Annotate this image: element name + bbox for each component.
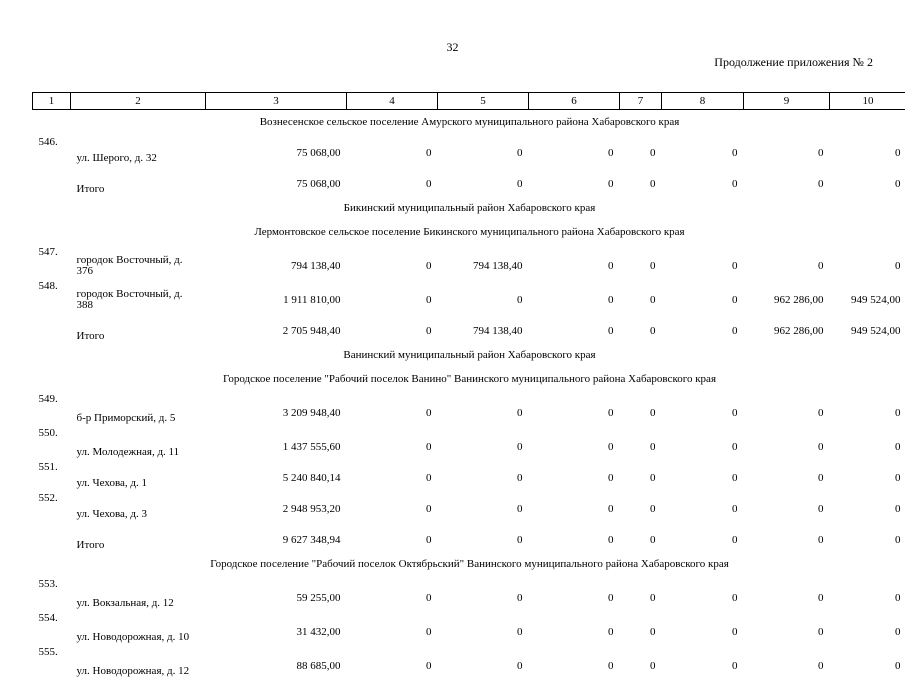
value-cell-col6: 0 (529, 576, 620, 610)
value-cell-col7: 0 (620, 490, 662, 521)
header-cell: 1 (33, 93, 71, 110)
value-cell-col6: 0 (529, 610, 620, 644)
row-number: 554. (33, 610, 71, 644)
value-cell-col5: 0 (438, 610, 529, 644)
value-cell-col3: 2 948 953,20 (206, 490, 347, 521)
value-cell-col3: 9 627 348,94 (206, 521, 347, 552)
row-number (33, 312, 71, 343)
value-cell-col6: 0 (529, 244, 620, 278)
page-number: 32 (0, 40, 905, 55)
value-cell-col7: 0 (620, 244, 662, 278)
table-row (33, 576, 905, 610)
address-cell: ул. Шерого, д. 32 (71, 134, 206, 165)
value-cell-col9: 0 (744, 134, 830, 165)
value-cell-col3: 1 911 810,00 (206, 278, 347, 312)
address-cell: ул. Чехова, д. 3 (71, 490, 206, 521)
value-cell-col4: 0 (347, 459, 438, 490)
value-cell-col3: 5 240 840,14 (206, 459, 347, 490)
total-row (33, 165, 905, 196)
value-cell-col3: 59 255,00 (206, 576, 347, 610)
section-title: Городское поселение "Рабочий поселок Октябрьский" Ванинского муниципального района Хабаровского края (33, 552, 905, 576)
value-cell-col8: 0 (662, 165, 744, 196)
address-cell: ул. Вокзальная, д. 12 (71, 576, 206, 610)
section-heading-row (33, 110, 905, 135)
row-number: 550. (33, 425, 71, 459)
value-cell-col3: 88 685,00 (206, 644, 347, 678)
address-cell: ул. Молодежная, д. 11 (71, 425, 206, 459)
row-number: 547. (33, 244, 71, 278)
table-body (33, 110, 905, 678)
section-heading-row (33, 552, 905, 576)
value-cell-col9: 0 (744, 165, 830, 196)
value-cell-col5: 0 (438, 391, 529, 425)
value-cell-col10: 949 524,00 (830, 278, 905, 312)
value-cell-col8: 0 (662, 391, 744, 425)
value-cell-col4: 0 (347, 165, 438, 196)
value-cell-col8: 0 (662, 490, 744, 521)
value-cell-col10: 0 (830, 165, 905, 196)
table-row (33, 459, 905, 490)
value-cell-col5: 0 (438, 165, 529, 196)
value-cell-col7: 0 (620, 425, 662, 459)
value-cell-col6: 0 (529, 391, 620, 425)
value-cell-col7: 0 (620, 312, 662, 343)
value-cell-col5: 0 (438, 425, 529, 459)
value-cell-col4: 0 (347, 425, 438, 459)
total-row (33, 521, 905, 552)
value-cell-col8: 0 (662, 134, 744, 165)
address-cell: б-р Приморский, д. 5 (71, 391, 206, 425)
value-cell-col6: 0 (529, 278, 620, 312)
value-cell-col4: 0 (347, 644, 438, 678)
value-cell-col4: 0 (347, 490, 438, 521)
header-cell: 8 (662, 93, 744, 110)
row-number: 548. (33, 278, 71, 312)
value-cell-col4: 0 (347, 244, 438, 278)
value-cell-col10: 0 (830, 490, 905, 521)
value-cell-col5: 794 138,40 (438, 312, 529, 343)
value-cell-col5: 0 (438, 490, 529, 521)
header-cell: 10 (830, 93, 905, 110)
value-cell-col6: 0 (529, 312, 620, 343)
continuation-label: Продолжение приложения № 2 (714, 55, 873, 70)
value-cell-col9: 0 (744, 521, 830, 552)
address-cell: ул. Чехова, д. 1 (71, 459, 206, 490)
value-cell-col6: 0 (529, 165, 620, 196)
value-cell-col9: 0 (744, 576, 830, 610)
value-cell-col6: 0 (529, 425, 620, 459)
row-number: 553. (33, 576, 71, 610)
section-title: Вознесенское сельское поселение Амурского муниципального района Хабаровского края (33, 110, 905, 135)
section-heading-row (33, 196, 905, 220)
header-cell: 2 (71, 93, 206, 110)
value-cell-col4: 0 (347, 576, 438, 610)
table-row (33, 391, 905, 425)
value-cell-col9: 0 (744, 644, 830, 678)
value-cell-col8: 0 (662, 244, 744, 278)
value-cell-col3: 1 437 555,60 (206, 425, 347, 459)
row-number: 546. (33, 134, 71, 165)
value-cell-col7: 0 (620, 521, 662, 552)
table-row (33, 490, 905, 521)
table-header (33, 93, 905, 110)
address-cell: городок Восточный, д. 376 (71, 244, 206, 278)
header-cell: 4 (347, 93, 438, 110)
table-row (33, 425, 905, 459)
value-cell-col6: 0 (529, 134, 620, 165)
value-cell-col5: 0 (438, 576, 529, 610)
value-cell-col10: 0 (830, 459, 905, 490)
section-title: Городское поселение "Рабочий поселок Ванино" Ванинского муниципального района Хабаровского края (33, 367, 905, 391)
row-number: 552. (33, 490, 71, 521)
value-cell-col9: 0 (744, 425, 830, 459)
section-title: Лермонтовское сельское поселение Бикинского муниципального района Хабаровского края (33, 220, 905, 244)
value-cell-col8: 0 (662, 425, 744, 459)
value-cell-col6: 0 (529, 521, 620, 552)
value-cell-col10: 0 (830, 244, 905, 278)
row-number: 551. (33, 459, 71, 490)
value-cell-col7: 0 (620, 134, 662, 165)
value-cell-col8: 0 (662, 521, 744, 552)
value-cell-col8: 0 (662, 278, 744, 312)
value-cell-col7: 0 (620, 165, 662, 196)
value-cell-col10: 0 (830, 644, 905, 678)
value-cell-col3: 2 705 948,40 (206, 312, 347, 343)
section-heading-row (33, 343, 905, 367)
value-cell-col5: 794 138,40 (438, 244, 529, 278)
value-cell-col9: 962 286,00 (744, 312, 830, 343)
value-cell-col6: 0 (529, 644, 620, 678)
address-cell: ул. Новодорожная, д. 10 (71, 610, 206, 644)
value-cell-col5: 0 (438, 134, 529, 165)
value-cell-col10: 0 (830, 610, 905, 644)
data-table (32, 92, 905, 678)
value-cell-col10: 0 (830, 521, 905, 552)
address-cell: ул. Новодорожная, д. 12 (71, 644, 206, 678)
value-cell-col4: 0 (347, 134, 438, 165)
value-cell-col7: 0 (620, 278, 662, 312)
value-cell-col4: 0 (347, 610, 438, 644)
value-cell-col7: 0 (620, 576, 662, 610)
value-cell-col4: 0 (347, 278, 438, 312)
value-cell-col5: 0 (438, 459, 529, 490)
value-cell-col7: 0 (620, 391, 662, 425)
table-row (33, 278, 905, 312)
value-cell-col9: 0 (744, 490, 830, 521)
value-cell-col7: 0 (620, 610, 662, 644)
value-cell-col6: 0 (529, 490, 620, 521)
value-cell-col8: 0 (662, 459, 744, 490)
row-number (33, 521, 71, 552)
header-cell: 7 (620, 93, 662, 110)
value-cell-col9: 0 (744, 610, 830, 644)
row-number (33, 165, 71, 196)
section-heading-row (33, 367, 905, 391)
value-cell-col6: 0 (529, 459, 620, 490)
address-cell: городок Восточный, д. 388 (71, 278, 206, 312)
header-row (33, 93, 905, 110)
address-cell: Итого (71, 165, 206, 196)
section-heading-row (33, 220, 905, 244)
value-cell-col3: 3 209 948,40 (206, 391, 347, 425)
value-cell-col8: 0 (662, 576, 744, 610)
value-cell-col3: 75 068,00 (206, 134, 347, 165)
section-title: Бикинский муниципальный район Хабаровского края (33, 196, 905, 220)
address-cell: Итого (71, 312, 206, 343)
value-cell-col3: 75 068,00 (206, 165, 347, 196)
value-cell-col5: 0 (438, 278, 529, 312)
value-cell-col9: 0 (744, 244, 830, 278)
table-row (33, 644, 905, 678)
header-cell: 6 (529, 93, 620, 110)
value-cell-col9: 962 286,00 (744, 278, 830, 312)
value-cell-col8: 0 (662, 610, 744, 644)
address-cell: Итого (71, 521, 206, 552)
row-number: 549. (33, 391, 71, 425)
header-cell: 5 (438, 93, 529, 110)
section-title: Ванинский муниципальный район Хабаровского края (33, 343, 905, 367)
value-cell-col4: 0 (347, 391, 438, 425)
header-cell: 3 (206, 93, 347, 110)
value-cell-col8: 0 (662, 312, 744, 343)
value-cell-col10: 0 (830, 391, 905, 425)
value-cell-col7: 0 (620, 459, 662, 490)
value-cell-col5: 0 (438, 644, 529, 678)
value-cell-col10: 0 (830, 425, 905, 459)
row-number: 555. (33, 644, 71, 678)
value-cell-col3: 31 432,00 (206, 610, 347, 644)
header-cell: 9 (744, 93, 830, 110)
value-cell-col9: 0 (744, 391, 830, 425)
value-cell-col4: 0 (347, 312, 438, 343)
value-cell-col10: 949 524,00 (830, 312, 905, 343)
value-cell-col4: 0 (347, 521, 438, 552)
value-cell-col3: 794 138,40 (206, 244, 347, 278)
table-row (33, 244, 905, 278)
table-row (33, 610, 905, 644)
value-cell-col9: 0 (744, 459, 830, 490)
value-cell-col8: 0 (662, 644, 744, 678)
table-row (33, 134, 905, 165)
value-cell-col5: 0 (438, 521, 529, 552)
value-cell-col7: 0 (620, 644, 662, 678)
value-cell-col10: 0 (830, 576, 905, 610)
value-cell-col10: 0 (830, 134, 905, 165)
total-row (33, 312, 905, 343)
